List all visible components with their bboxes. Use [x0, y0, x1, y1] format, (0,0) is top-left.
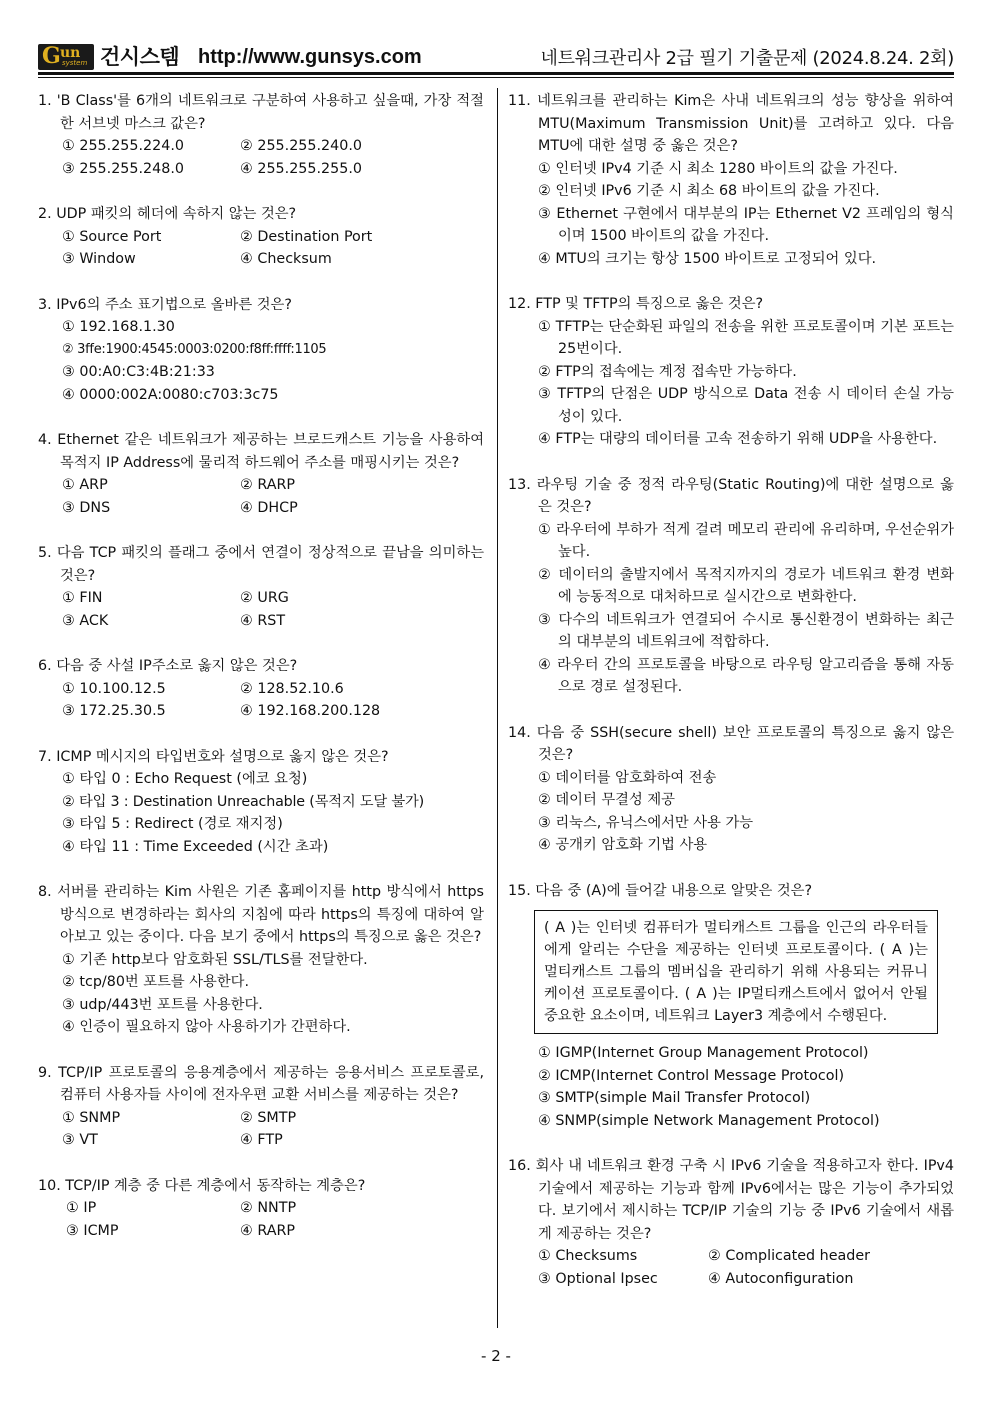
question-text: 회사 내 네트워크 환경 구축 시 IPv6 기술을 적용하고자 한다. IPv4 기술에서 제공하는 기능과 함께 IPv6에서는 많은 기능이 추가되었다. 보기에서 제시하는 TCP/IP 기술의 기능 중 IPv6 기술에서 새롭게 제공하는 것은? [535, 1158, 954, 1242]
question-14: 14. 다음 중 SSH(secure shell) 보안 프로토콜의 특징으로 옳지 않은 것은? ① 데이터를 암호화하여 전송 ② 데이터 무결성 제공 ③ 리눅스, 유닉스에서만 사용 가능 ④ 공개키 암호화 기법 사용 [508, 722, 954, 857]
option-3[interactable]: ③ ACK [62, 612, 109, 629]
option-2[interactable]: ② 128.52.10.6 [240, 680, 344, 697]
option-4[interactable]: ④ MTU의 크기는 항상 1500 바이트로 고정되어 있다. [538, 250, 877, 267]
option-1[interactable]: ① 192.168.1.30 [62, 319, 175, 335]
option-3[interactable]: ③ TFTP의 단점은 UDP 방식으로 Data 전송 시 데이터 손실 가능성이 있다. [538, 386, 954, 425]
option-1[interactable]: ① IGMP(Internet Group Management Protocol) [538, 1045, 869, 1061]
option-3[interactable]: ③ Window [62, 251, 136, 267]
question-10: 10. TCP/IP 계층 중 다른 계층에서 동작하는 계층은? ① IP ② NNTP ③ ICMP ④ RARP [38, 1175, 484, 1243]
option-4[interactable]: ④ 192.168.200.128 [240, 703, 381, 719]
option-2[interactable]: ② ICMP(Internet Control Message Protocol) [538, 1067, 845, 1084]
question-3: 3. IPv6의 주소 표기법으로 올바른 것은? ① 192.168.1.30 ② 3ffe:1900:4545:0003:0200:f8ff:ffff:1105 ③ 00:A0:C3:4B:21:33 ④ 0000:002A:0080:c703:3c75 [38, 294, 484, 407]
option-1[interactable]: ① 기존 http보다 암호화된 SSL/TLS를 전달한다. [62, 951, 368, 968]
option-1[interactable]: ① ARP [62, 477, 108, 493]
option-3[interactable]: ③ VT [62, 1132, 98, 1148]
option-1[interactable]: ① 255.255.224.0 [62, 138, 184, 154]
question-text: 다음 TCP 패킷의 플래그 중에서 연결이 정상적으로 끝남을 의미하는 것은? [56, 545, 485, 584]
question-text: 라우팅 기술 중 정적 라우팅(Static Routing)에 대한 설명으로 옳은 것은? [536, 476, 954, 515]
option-1[interactable]: ① SNMP [62, 1109, 121, 1126]
option-1[interactable]: ① Checksums [538, 1248, 638, 1264]
option-3[interactable]: ③ 타입 5 : Redirect (경로 재지정) [62, 816, 283, 832]
question-15: 15. 다음 중 (A)에 들어갈 내용으로 알맞은 것은? ( A )는 인터넷 컴퓨터가 멀티캐스트 그룹을 인근의 라우터들에게 알리는 수단을 제공하는 인터넷 프로토콜이다. ( A )는 멀티캐스트 그룹의 멤버십을 관리하기 위해 사용되는 커뮤니케이션 프로토콜이다. ( A )는 IP멀티캐스트에서 없어서 안될 중요한 요소이며, 네트워크 Layer3 계층에서 수행된다. ① IGMP(Internet Group Management Protocol) ② ICMP(Internet Control Message Protocol) ③ SMTP(simple Mail Transfer Protocol) ④ SNMP(simple Network Management Protocol) [508, 880, 954, 1133]
option-2[interactable]: ② 타입 3 : Destination Unreachable (목적지 도달 불가) [62, 793, 424, 810]
header-rule [38, 72, 954, 75]
option-4[interactable]: ④ DHCP [240, 499, 298, 516]
option-4[interactable]: ④ RARP [240, 1222, 296, 1239]
column-divider [497, 88, 498, 1328]
question-text: IPv6의 주소 표기법으로 올바른 것은? [56, 296, 292, 313]
question-2: 2. UDP 패킷의 헤더에 속하지 않는 것은? ① Source Port ② Destination Port ③ Window ④ Checksum [38, 203, 484, 271]
option-1[interactable]: ① 타입 0 : Echo Request (에코 요청) [62, 771, 308, 787]
option-3[interactable]: ③ 리눅스, 유닉스에서만 사용 가능 [538, 814, 754, 831]
page-header [38, 40, 954, 76]
brand-name: 건시스템 [100, 45, 180, 69]
option-4[interactable]: ④ 0000:002A:0080:c703:3c75 [62, 386, 279, 403]
question-text: TCP/IP 계층 중 다른 계층에서 동작하는 계층은? [65, 1177, 366, 1194]
option-1[interactable]: ① FIN [62, 590, 103, 606]
option-2[interactable]: ② SMTP [240, 1109, 297, 1126]
left-column [38, 90, 484, 1242]
option-2[interactable]: ② 3ffe:1900:4545:0003:0200:f8ff:ffff:1105 [62, 341, 327, 357]
option-3[interactable]: ③ SMTP(simple Mail Transfer Protocol) [538, 1090, 811, 1106]
option-2[interactable]: ② 데이터의 출발지에서 목적지까지의 경로가 네트워크 환경 변화에 능동적으로 대처하므로 실시간으로 변화한다. [538, 566, 954, 605]
option-2[interactable]: ② RARP [240, 477, 296, 493]
option-1[interactable]: ① 10.100.12.5 [62, 680, 166, 697]
option-2[interactable]: ② 255.255.240.0 [240, 138, 362, 154]
question-text: 다음 중 사설 IP주소로 옳지 않은 것은? [56, 658, 298, 674]
question-8: 8. 서버를 관리하는 Kim 사원은 기존 홈페이지를 http 방식에서 https 방식으로 변경하라는 회사의 지침에 따라 https의 특징에 대하여 알아보고 있는 중이다. 다음 보기 중에서 https의 특징으로 옳은 것은? ① 기존 http보다 암호화된 SSL/TLS를 전달한다. ② tcp/80번 포트를 사용한다. ③ udp/443번 포트를 사용한다. ④ 인증이 필요하지 않아 사용하기가 간편하다. [38, 881, 484, 1039]
question-1: 1. 'B Class'를 6개의 네트워크로 구분하여 사용하고 싶을때, 가장 적절한 서브넷 마스크 값은? ① 255.255.224.0 ② 255.255.240.0 ③ 255.255.248.0 ④ 255.255.255.0 [38, 90, 484, 180]
option-1[interactable]: ① TFTP는 단순화된 파일의 전송을 위한 프로토콜이며 기본 포트는 25번이다. [538, 318, 954, 357]
option-2[interactable]: ② NNTP [240, 1200, 297, 1216]
question-text: Ethernet 같은 네트워크가 제공하는 브로드캐스트 기능을 사용하여 목적지 IP Address에 물리적 하드웨어 주소를 매핑시키는 것은? [57, 432, 485, 471]
question-6: 6. 다음 중 사설 IP주소로 옳지 않은 것은? ① 10.100.12.5 ② 128.52.10.6 ③ 172.25.30.5 ④ 192.168.200.128 [38, 655, 484, 723]
option-1[interactable]: ① Source Port [62, 228, 162, 245]
question-text: 다음 중 SSH(secure shell) 보안 프로토콜의 특징으로 옳지 않은 것은? [536, 724, 955, 763]
question-4: 4. Ethernet 같은 네트워크가 제공하는 브로드캐스트 기능을 사용하여 목적지 IP Address에 물리적 하드웨어 주소를 매핑시키는 것은? ① ARP ② RARP ③ DNS ④ DHCP [38, 429, 484, 519]
option-4[interactable]: ④ 라우터 간의 프로토콜을 바탕으로 라우팅 알고리즘을 통해 자동으로 경로 설정된다. [538, 656, 954, 695]
question-text: UDP 패킷의 헤더에 속하지 않는 것은? [56, 206, 297, 222]
option-2[interactable]: ② 인터넷 IPv6 기준 시 최소 68 바이트의 값을 가진다. [538, 183, 880, 199]
question-text: FTP 및 TFTP의 특징으로 옳은 것은? [535, 296, 764, 312]
question-9: 9. TCP/IP 프로토콜의 응용계층에서 제공하는 응용서비스 프로토콜로, 컴퓨터 사용자들 사이에 전자우편 교환 서비스를 제공하는 것은? ① SNMP ② SMTP ③ VT ④ FTP [38, 1062, 484, 1152]
question-5: 5. 다음 TCP 패킷의 플래그 중에서 연결이 정상적으로 끝남을 의미하는 것은? ① FIN ② URG ③ ACK ④ RST [38, 542, 484, 632]
question-text: 다음 중 (A)에 들어갈 내용으로 알맞은 것은? [535, 882, 813, 899]
option-2[interactable]: ② FTP의 접속에는 계정 접속만 가능하다. [538, 363, 797, 380]
option-3[interactable]: ③ Ethernet 구현에서 대부분의 IP는 Ethernet V2 프레임의 형식이며 1500 바이트의 값을 가진다. [538, 205, 954, 244]
brand-url[interactable]: http://www.gunsys.com [198, 46, 422, 68]
option-4[interactable]: ④ Checksum [240, 251, 332, 267]
option-3[interactable]: ③ ICMP [66, 1222, 119, 1239]
page-number: - 2 - [481, 1347, 511, 1365]
option-2[interactable]: ② Destination Port [240, 228, 373, 245]
gunsystem-logo: G un system [38, 44, 94, 70]
option-4[interactable]: ④ 인증이 필요하지 않아 사용하기가 간편하다. [62, 1019, 351, 1035]
question-15-passage-box: ( A )는 인터넷 컴퓨터가 멀티캐스트 그룹을 인근의 라우터들에게 알리는 수단을 제공하는 인터넷 프로토콜이다. ( A )는 멀티캐스트 그룹의 멤버십을 관리하기 위해 사용되는 커뮤니케이션 프로토콜이다. ( A )는 IP멀티캐스트에서 없어서 안될 중요한 요소이며, 네트워크 Layer3 계층에서 수행된다. [534, 910, 938, 1034]
question-text: 서버를 관리하는 Kim 사원은 기존 홈페이지를 http 방식에서 https 방식으로 변경하라는 회사의 지침에 따라 https의 특징에 대하여 알아보고 있는 중이다. 다음 보기 중에서 https의 특징으로 옳은 것은? [57, 884, 484, 945]
option-3[interactable]: ③ Optional Ipsec [538, 1270, 658, 1287]
question-text: 'B Class'를 6개의 네트워크로 구분하여 사용하고 싶을때, 가장 적절한 서브넷 마스크 값은? [56, 93, 484, 132]
option-2[interactable]: ② 데이터 무결성 제공 [538, 792, 675, 808]
question-13: 13. 라우팅 기술 중 정적 라우팅(Static Routing)에 대한 설명으로 옳은 것은? ① 라우터에 부하가 적게 걸려 메모리 관리에 유리하며, 우선순위가 높다. ② 데이터의 출발지에서 목적지까지의 경로가 네트워크 환경 변화에 능동적으로 대처하므로 실시간으로 변화한다. ③ 다수의 네트워크가 연결되어 수시로 통신환경이 변화하는 최근의 대부분의 네트워크에 적합하다. ④ 라우터 간의 프로토콜을 바탕으로 라우팅 알고리즘을 통해 자동으로 경로 설정된다. [508, 474, 954, 699]
document-title: 네트워크관리사 2급 필기 기출문제 (2024.8.24. 2회) [540, 48, 954, 69]
question-text: ICMP 메시지의 타입번호와 설명으로 옳지 않은 것은? [56, 748, 389, 765]
option-3[interactable]: ③ 00:A0:C3:4B:21:33 [62, 364, 215, 380]
option-1[interactable]: ① IP [66, 1200, 97, 1216]
option-2[interactable]: ② URG [240, 590, 289, 606]
question-12: 12. FTP 및 TFTP의 특징으로 옳은 것은? ① TFTP는 단순화된 파일의 전송을 위한 프로토콜이며 기본 포트는 25번이다. ② FTP의 접속에는 계정 접속만 가능하다. ③ TFTP의 단점은 UDP 방식으로 Data 전송 시 데이터 손실 가능성이 있다. ④ FTP는 대량의 데이터를 고속 전송하기 위해 UDP을 사용한다. [508, 293, 954, 451]
option-3[interactable]: ③ 다수의 네트워크가 연결되어 수시로 통신환경이 변화하는 최근의 대부분의 네트워크에 적합하다. [538, 611, 954, 650]
option-4[interactable]: ④ Autoconfiguration [708, 1270, 854, 1287]
right-column [508, 90, 954, 1290]
option-4[interactable]: ④ 255.255.255.0 [240, 160, 362, 177]
question-text: TCP/IP 프로토콜의 응용계층에서 제공하는 응용서비스 프로토콜로, 컴퓨터 사용자들 사이에 전자우편 교환 서비스를 제공하는 것은? [58, 1064, 484, 1103]
option-3[interactable]: ③ udp/443번 포트를 사용한다. [62, 996, 263, 1013]
option-4[interactable]: ④ FTP [240, 1132, 283, 1148]
option-1[interactable]: ① 데이터를 암호화하여 전송 [538, 769, 717, 786]
option-4[interactable]: ④ 공개키 암호화 기법 사용 [538, 837, 708, 853]
option-4[interactable]: ④ SNMP(simple Network Management Protocol) [538, 1112, 880, 1129]
option-4[interactable]: ④ FTP는 대량의 데이터를 고속 전송하기 위해 UDP을 사용한다. [538, 431, 938, 447]
option-4[interactable]: ④ RST [240, 612, 286, 629]
option-3[interactable]: ③ 172.25.30.5 [62, 703, 166, 719]
header-rule-thin [38, 77, 954, 78]
option-2[interactable]: ② tcp/80번 포트를 사용한다. [62, 974, 250, 990]
question-16: 16. 회사 내 네트워크 환경 구축 시 IPv6 기술을 적용하고자 한다. IPv4 기술에서 제공하는 기능과 함께 IPv6에서는 많은 기능이 추가되었다. 보기에서 제시하는 TCP/IP 기술의 기능 중 IPv6 기술에서 새롭게 제공하는 것은? ① Checksums ② Complicated header ③ Optional Ipsec ④ Autoconfiguration [508, 1155, 954, 1290]
option-4[interactable]: ④ 타입 11 : Time Exceeded (시간 초과) [62, 838, 329, 855]
question-11: 11. 네트워크를 관리하는 Kim은 사내 네트워크의 성능 향상을 위하여 MTU(Maximum Transmission Unit)를 고려하고 있다. 다음 MTU에 대한 설명 중 옳은 것은? ① 인터넷 IPv4 기준 시 최소 1280 바이트의 값을 가진다. ② 인터넷 IPv6 기준 시 최소 68 바이트의 값을 가진다. ③ Ethernet 구현에서 대부분의 IP는 Ethernet V2 프레임의 형식이며 1500 바이트의 값을 가진다. ④ MTU의 크기는 항상 1500 바이트로 고정되어 있다. [508, 90, 954, 270]
option-2[interactable]: ② Complicated header [708, 1248, 871, 1264]
option-3[interactable]: ③ DNS [62, 499, 111, 516]
question-text: 네트워크를 관리하는 Kim은 사내 네트워크의 성능 향상을 위하여 MTU(Maximum Transmission Unit)를 고려하고 있다. 다음 MTU에 대한 설명 중 옳은 것은? [537, 93, 954, 154]
option-1[interactable]: ① 라우터에 부하가 적게 걸려 메모리 관리에 유리하며, 우선순위가 높다. [538, 521, 954, 560]
option-3[interactable]: ③ 255.255.248.0 [62, 160, 184, 177]
question-7: 7. ICMP 메시지의 타입번호와 설명으로 옳지 않은 것은? ① 타입 0 : Echo Request (에코 요청) ② 타입 3 : Destination Unreachable (목적지 도달 불가) ③ 타입 5 : Redirect (경로 재지정) ④ 타입 11 : Time Exceeded (시간 초과) [38, 746, 484, 859]
option-1[interactable]: ① 인터넷 IPv4 기준 시 최소 1280 바이트의 값을 가진다. [538, 160, 898, 177]
